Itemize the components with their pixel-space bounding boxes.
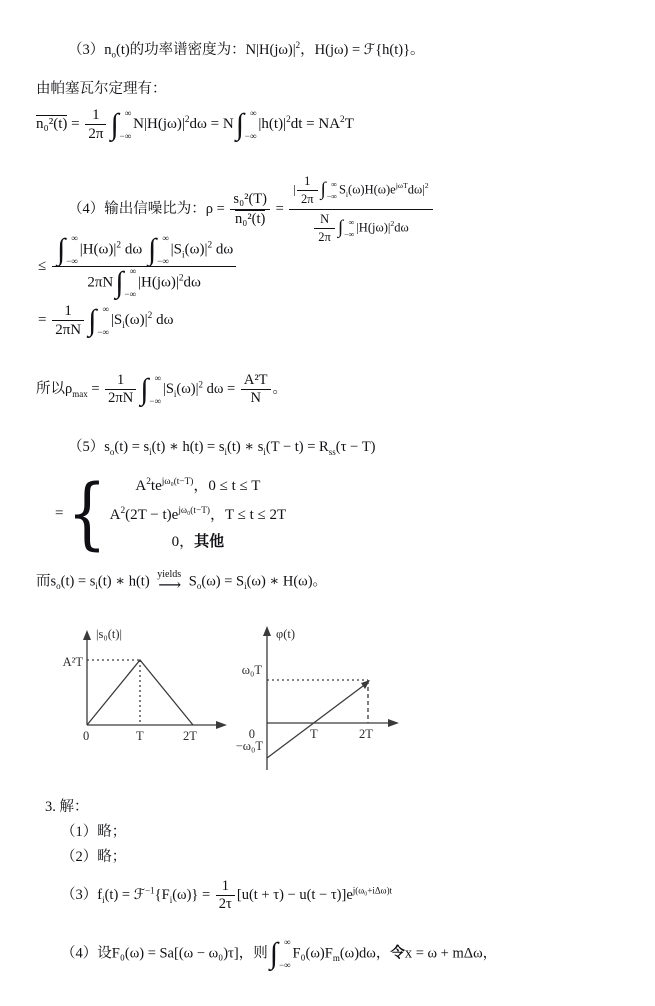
right-ymin-label: −ω₀T bbox=[235, 739, 263, 753]
rho-max-formula: 所以$\rho_{max}$ = $\frac{1}{2\pi N}$ ∫ ∞ −∞ $|S_i(\omega)|^2$ dω = $\frac{\text{A²T}}{N}$ 。 bbox=[36, 372, 288, 407]
right-x-axis-arrow-icon bbox=[388, 719, 399, 727]
section3-item2: （2）略； bbox=[61, 849, 127, 865]
left-peak-value-label: A²T bbox=[62, 655, 83, 669]
right-tick-2T: 2T bbox=[359, 727, 373, 741]
section3-item1: （1）略； bbox=[61, 824, 127, 840]
right-ylabel: φ(t) bbox=[276, 627, 296, 641]
left-tick-T: T bbox=[136, 729, 144, 743]
right-plot-phase bbox=[192, 618, 417, 783]
noise-power-formula: n₀²(t) = $\frac{1}{2\pi}$ ∫ ∞ −∞ $N|H(j\omega)|^2d\omega = N$ ∫ ∞ −∞ $|h(t)|^2dt = NA^2T$ bbox=[36, 107, 354, 142]
right-y-axis-arrow-icon bbox=[263, 626, 271, 636]
item3-psd-line: $(3)n_o(t)$的功率谱密度为：$N|H(j\omega)|^2$，H(jω) = ℱ{h(t)}。 bbox=[68, 40, 425, 60]
eq-formula: = $\frac{1}{2\pi N}$ ∫ ∞ −∞ $|S_i(\omega)|^2$ dω bbox=[38, 303, 174, 338]
section3-item3-formula: $(3)f_i(t)$ = $ℱ^{-1}\{F_i(\omega)\}$ = $\frac{1}{2\tau}$ $[u(t + \tau) - u(t - \tau)]e^{j(\omega_0+i\Delta\omega)t}$ bbox=[61, 878, 393, 913]
yields-line: 而$s_o(t) = s_i(t)$ ∗ h(t) yields ⟶ $S_o(\omega) = S_i(\omega)$ ∗ H(ω)。 bbox=[36, 569, 328, 594]
right-tick-T: T bbox=[310, 727, 318, 741]
left-y-axis-arrow-icon bbox=[83, 630, 91, 640]
right-tick-0: 0 bbox=[248, 727, 255, 741]
item5-conv-formula: $(5)s_o(t) = s_i(t)$ ∗ $h(t) = s_i(t)$ ∗ $s_i(T - t) = R_{ss}(\tau - T)$ bbox=[68, 439, 376, 457]
left-tick-2T: 2T bbox=[183, 729, 197, 743]
left-tick-0: 0 bbox=[83, 729, 90, 743]
section3-item4-formula: （4）设F₀(ω) = Sa[(ω − ω₀)τ]，则 ∫ ∞ −∞ $F_0(\omega)F_m(\omega)d\omega$，令x = ω + mΔω， bbox=[61, 937, 498, 971]
right-ymax-label: ω₀T bbox=[241, 663, 262, 677]
section3-header: 3. 解： bbox=[45, 799, 89, 815]
leq-formula: ≤ ∫ ∞ −∞ $|H(\omega)|^2$ dω ∫ ∞ −∞ $|S_i(\omega)|^2$ dω 2πN ∫ ∞ −∞ $|H(j\omega)|^2d\omega$ bbox=[38, 234, 238, 299]
left-ylabel: |s₀(t)| bbox=[96, 627, 123, 641]
item4-snr-formula: （4）输出信噪比为：ρ = $\frac{\text{s₀²(T)}}{\text{n₀²(t)}}$ = | $\frac{1}{2\pi}$ ∫ ∞ −∞ $S_i(\omega)H(\omega)e^{j\omega T}d\omega|^2$ $\frac{N}{2\pi}$ ∫ ∞ −∞ $|H(j\omega)|^2d\omega$ bbox=[68, 172, 435, 247]
cases-formula: = { $A^2te^{j\omega_0(t-T)}$，0 ≤ t ≤ T $A^2(2T - t)e^{j\omega_0(t-T)}$，T ≤ t ≤ 2T 0，其他 bbox=[55, 467, 287, 559]
phase-line bbox=[267, 683, 367, 758]
parseval-intro-line: 由帕塞瓦尔定理有： bbox=[36, 81, 167, 97]
